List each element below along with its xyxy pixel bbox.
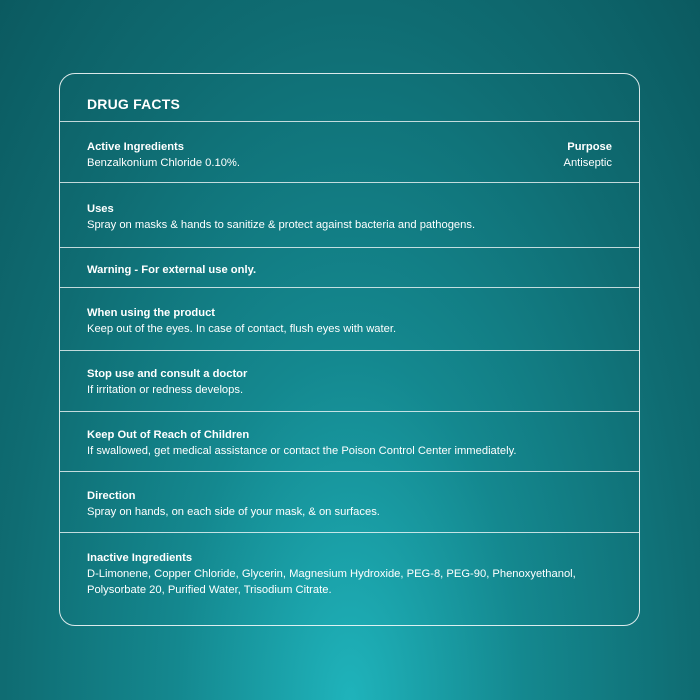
keep-out-section: [87, 427, 612, 459]
when-using-section: [87, 305, 612, 337]
direction-body: Spray on hands, on each side of your mask, & on surfaces.: [87, 506, 380, 518]
warning-section: [87, 262, 612, 278]
stop-use-body: If irritation or redness develops.: [87, 384, 244, 396]
panel-title: DRUG FACTS: [87, 96, 180, 112]
inactive-ingredients-line-2: Polysorbate 20, Purified Water, Trisodium Citrate.: [87, 584, 332, 596]
when-using-heading: When using the product: [87, 307, 216, 319]
divider: [60, 182, 639, 183]
divider: [60, 350, 639, 351]
direction-heading: Direction: [87, 490, 136, 502]
active-ingredients-heading: Active Ingredients: [87, 141, 184, 153]
uses-heading: Uses: [87, 203, 114, 215]
active-ingredients-value: Benzalkonium Chloride 0.10%.: [87, 157, 240, 169]
inactive-ingredients-heading: Inactive Ingredients: [87, 552, 193, 564]
uses-body: Spray on masks & hands to sanitize & protect against bacteria and pathogens.: [87, 219, 476, 231]
inactive-ingredients-line-1: D-Limonene, Copper Chloride, Glycerin, Magnesium Hydroxide, PEG-8, PEG-90, Phenoxyethanol,: [87, 568, 576, 580]
divider: [60, 287, 639, 288]
active-ingredients-section: [87, 139, 612, 171]
stop-use-heading: Stop use and consult a doctor: [87, 368, 248, 380]
drug-facts-panel: [59, 73, 640, 626]
keep-out-heading: Keep Out of Reach of Children: [87, 429, 250, 441]
uses-section: [87, 201, 612, 233]
stop-use-section: [87, 366, 612, 398]
keep-out-body: If swallowed, get medical assistance or contact the Poison Control Center immediately.: [87, 445, 517, 457]
divider: [60, 471, 639, 472]
when-using-body: Keep out of the eyes. In case of contact, flush eyes with water.: [87, 323, 397, 335]
direction-section: [87, 488, 612, 520]
purpose-block: [563, 139, 612, 171]
inactive-ingredients-section: [87, 550, 612, 598]
divider: [60, 532, 639, 533]
warning-heading: Warning - For external use only.: [87, 264, 257, 276]
divider: [60, 121, 639, 122]
divider: [60, 247, 639, 248]
divider: [60, 411, 639, 412]
purpose-heading: Purpose: [567, 141, 612, 153]
purpose-value: Antiseptic: [563, 157, 612, 169]
